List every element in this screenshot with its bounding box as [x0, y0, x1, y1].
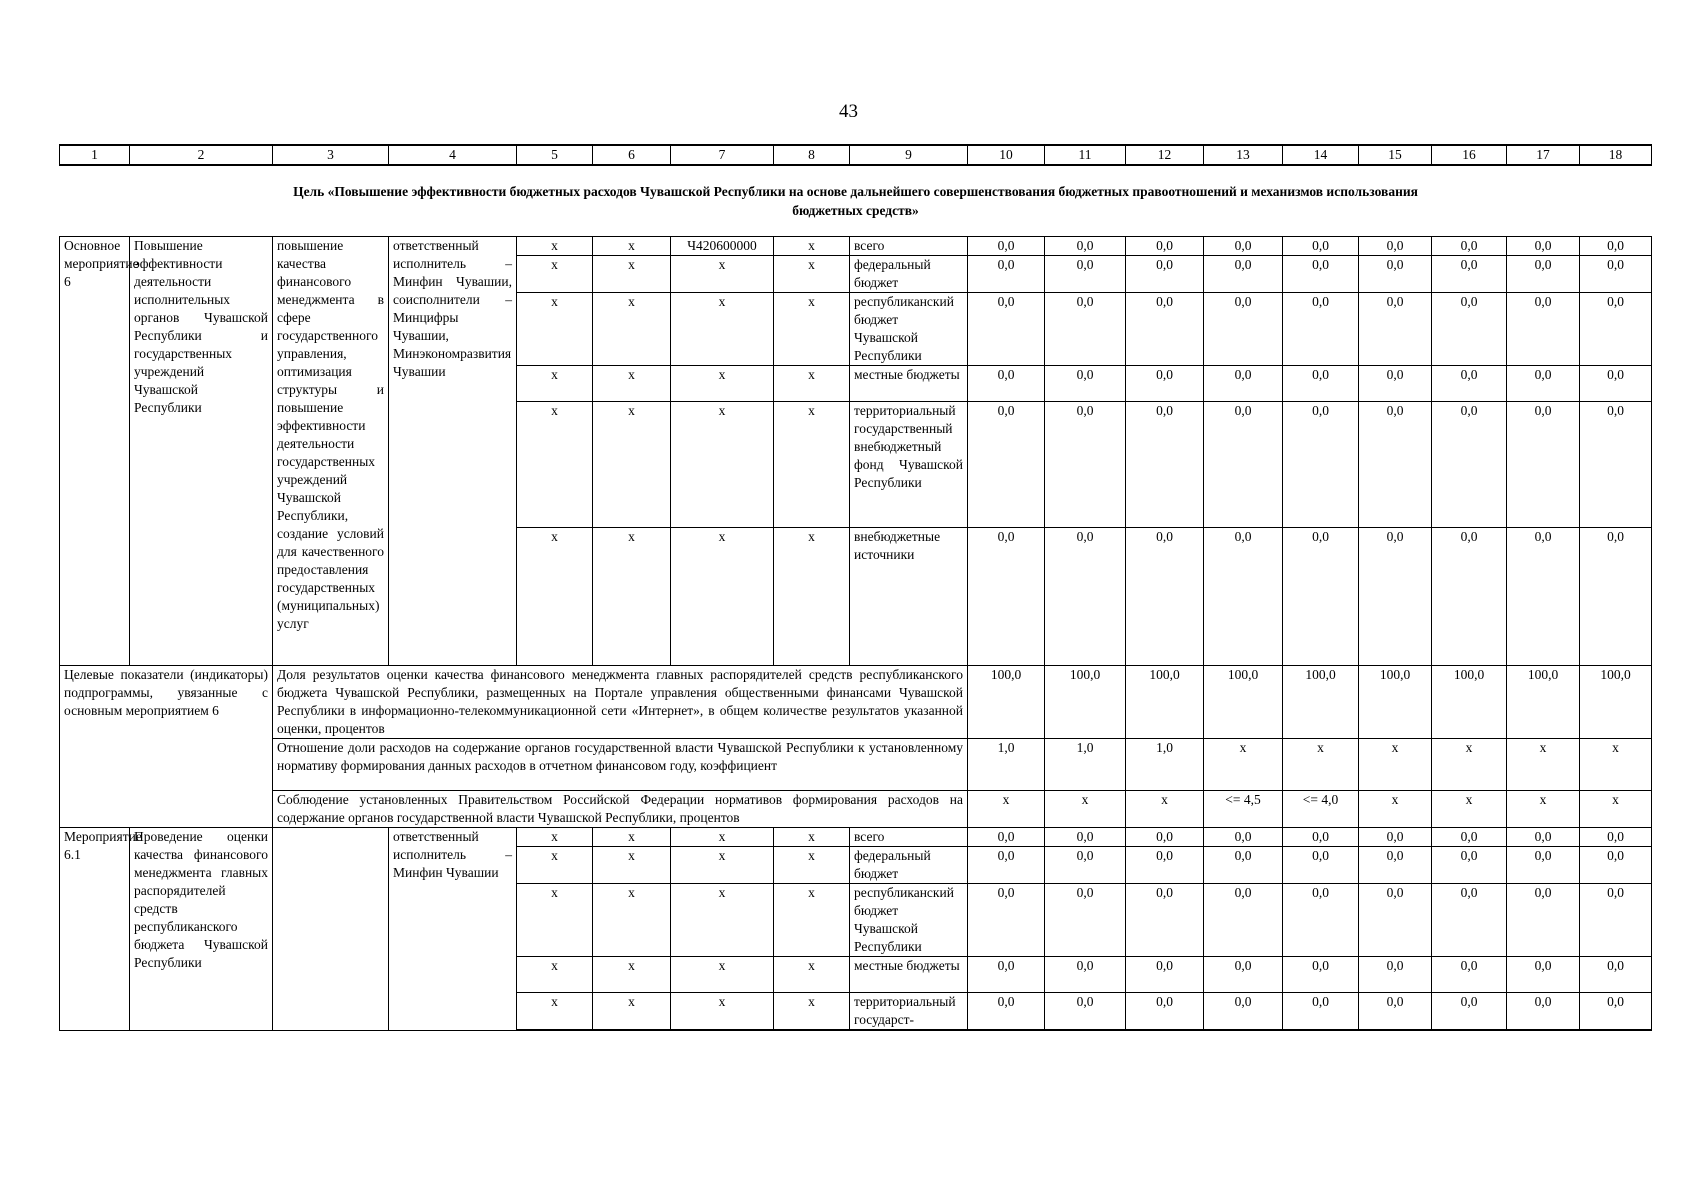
- indicator-text: Соблюдение установленных Правительством Российской Федерации нормативов формирования расходов на содержание органов государственной власти Чувашской Республики, процентов: [273, 791, 968, 828]
- funding-source: местные бюджеты: [850, 957, 968, 993]
- code-cell: x: [517, 847, 593, 884]
- value-cell: 0,0: [1580, 993, 1652, 1031]
- value-cell: 0,0: [1432, 993, 1507, 1031]
- value-cell: 0,0: [1204, 993, 1283, 1031]
- value-cell: 0,0: [1126, 847, 1204, 884]
- value-cell: 0,0: [1507, 828, 1580, 847]
- value-cell: 0,0: [1126, 402, 1204, 528]
- code-cell: x: [593, 993, 671, 1031]
- value-cell: 0,0: [1045, 847, 1126, 884]
- value-cell: 0,0: [1045, 528, 1126, 666]
- value-cell: 0,0: [1580, 847, 1652, 884]
- funding-source: республиканский бюджет Чувашской Республики: [850, 293, 968, 366]
- event-name: Повышение эффективности деятельности исполнительных органов Чувашской Республики и государственных учреждений Чувашской Республики: [130, 237, 273, 666]
- event-number: Мероприятие 6.1: [60, 828, 130, 1031]
- funding-source: всего: [850, 828, 968, 847]
- value-cell: 100,0: [1580, 666, 1652, 739]
- indicator-text: Доля результатов оценки качества финансового менеджмента главных распорядителей средств республиканского бюджета Чувашской Республики, размещенных на Портале управления общественными финансами Чувашской Республики в информационно-телекоммуникационной сети «Интернет», в общем количестве результатов указанной оценки, процентов: [273, 666, 968, 739]
- value-cell: 0,0: [1507, 256, 1580, 293]
- value-cell: x: [1432, 739, 1507, 791]
- code-cell: x: [593, 293, 671, 366]
- code-cell: x: [517, 237, 593, 256]
- column-number: 3: [273, 145, 389, 165]
- value-cell: 0,0: [1580, 256, 1652, 293]
- value-cell: 0,0: [1283, 884, 1359, 957]
- value-cell: 0,0: [1359, 847, 1432, 884]
- value-cell: 0,0: [1580, 528, 1652, 666]
- code-cell: x: [593, 256, 671, 293]
- code-cell: x: [517, 993, 593, 1031]
- value-cell: 0,0: [1126, 993, 1204, 1031]
- value-cell: 0,0: [1432, 256, 1507, 293]
- code-cell: x: [593, 957, 671, 993]
- code-cell: x: [671, 993, 774, 1031]
- code-cell: x: [517, 366, 593, 402]
- funding-source: всего: [850, 237, 968, 256]
- code-cell: x: [671, 256, 774, 293]
- value-cell: 0,0: [1507, 993, 1580, 1031]
- funding-source: федеральный бюджет: [850, 256, 968, 293]
- value-cell: 0,0: [1432, 884, 1507, 957]
- value-cell: 0,0: [1283, 847, 1359, 884]
- value-cell: 0,0: [1359, 528, 1432, 666]
- value-cell: 100,0: [1283, 666, 1359, 739]
- value-cell: 0,0: [1045, 366, 1126, 402]
- code-cell: x: [671, 366, 774, 402]
- value-cell: 100,0: [1204, 666, 1283, 739]
- value-cell: x: [1045, 791, 1126, 828]
- event-goal: [273, 828, 389, 1031]
- indicator-row: [60, 791, 1652, 828]
- value-cell: 100,0: [1359, 666, 1432, 739]
- code-cell: x: [593, 366, 671, 402]
- funding-source: территориальный государст-: [850, 993, 968, 1031]
- value-cell: 0,0: [1283, 528, 1359, 666]
- value-cell: 0,0: [1507, 847, 1580, 884]
- value-cell: 0,0: [1580, 293, 1652, 366]
- value-cell: 100,0: [1045, 666, 1126, 739]
- value-cell: 0,0: [1204, 366, 1283, 402]
- value-cell: 0,0: [1204, 957, 1283, 993]
- column-number: 7: [671, 145, 774, 165]
- value-cell: 0,0: [1359, 293, 1432, 366]
- code-cell: x: [671, 847, 774, 884]
- value-cell: x: [1432, 791, 1507, 828]
- value-cell: 0,0: [968, 293, 1045, 366]
- column-number: 5: [517, 145, 593, 165]
- code-cell: x: [774, 847, 850, 884]
- value-cell: 0,0: [1507, 528, 1580, 666]
- value-cell: 0,0: [1204, 402, 1283, 528]
- value-cell: 0,0: [1283, 993, 1359, 1031]
- value-cell: 0,0: [1283, 402, 1359, 528]
- code-cell: x: [774, 884, 850, 957]
- code-cell: x: [517, 884, 593, 957]
- value-cell: x: [1507, 739, 1580, 791]
- value-cell: x: [1204, 739, 1283, 791]
- column-number: 4: [389, 145, 517, 165]
- code-cell: x: [517, 256, 593, 293]
- value-cell: 0,0: [1204, 237, 1283, 256]
- value-cell: 0,0: [1359, 402, 1432, 528]
- code-cell: x: [593, 528, 671, 666]
- value-cell: 0,0: [1126, 237, 1204, 256]
- value-cell: 0,0: [1204, 884, 1283, 957]
- funding-source: федеральный бюджет: [850, 847, 968, 884]
- value-cell: 0,0: [1045, 828, 1126, 847]
- value-cell: 0,0: [1045, 957, 1126, 993]
- indicator-row: [60, 666, 1652, 739]
- event-number: Основное мероприятие 6: [60, 237, 130, 666]
- code-cell: x: [671, 293, 774, 366]
- value-cell: 0,0: [1432, 957, 1507, 993]
- value-cell: 0,0: [968, 884, 1045, 957]
- value-cell: 0,0: [1126, 828, 1204, 847]
- value-cell: 0,0: [968, 402, 1045, 528]
- value-cell: x: [1126, 791, 1204, 828]
- value-cell: <= 4,5: [1204, 791, 1283, 828]
- indicators-label: Целевые показатели (индикаторы) подпрограммы, увязанные с основным мероприятием 6: [60, 666, 273, 828]
- column-number: 12: [1126, 145, 1204, 165]
- value-cell: 0,0: [1359, 957, 1432, 993]
- event-executor: ответственный исполнитель – Минфин Чувашии, соисполнители – Минцифры Чувашии, Минэкономразвития Чувашии: [389, 237, 517, 666]
- value-cell: 0,0: [1283, 237, 1359, 256]
- value-cell: 0,0: [1204, 293, 1283, 366]
- value-cell: 0,0: [1045, 402, 1126, 528]
- code-cell: x: [671, 884, 774, 957]
- column-number: 1: [60, 145, 130, 165]
- value-cell: 0,0: [1126, 884, 1204, 957]
- code-cell: x: [593, 847, 671, 884]
- value-cell: 0,0: [1432, 293, 1507, 366]
- code-cell: x: [774, 237, 850, 256]
- value-cell: 100,0: [1126, 666, 1204, 739]
- code-cell: x: [774, 957, 850, 993]
- value-cell: 0,0: [1204, 828, 1283, 847]
- value-cell: 0,0: [1045, 293, 1126, 366]
- value-cell: 0,0: [1507, 402, 1580, 528]
- value-cell: 0,0: [1359, 828, 1432, 847]
- page-number: 43: [839, 101, 858, 122]
- value-cell: 0,0: [1359, 237, 1432, 256]
- code-cell: x: [593, 237, 671, 256]
- column-number: 9: [850, 145, 968, 165]
- code-cell: x: [671, 528, 774, 666]
- value-cell: 1,0: [1126, 739, 1204, 791]
- value-cell: 0,0: [1580, 402, 1652, 528]
- value-cell: 0,0: [968, 847, 1045, 884]
- value-cell: 0,0: [1126, 957, 1204, 993]
- value-cell: 0,0: [1126, 366, 1204, 402]
- value-cell: 0,0: [968, 993, 1045, 1031]
- value-cell: 0,0: [1045, 256, 1126, 293]
- value-cell: 100,0: [1432, 666, 1507, 739]
- value-cell: 0,0: [1507, 293, 1580, 366]
- value-cell: 0,0: [1359, 256, 1432, 293]
- value-cell: 0,0: [1126, 256, 1204, 293]
- value-cell: 0,0: [1507, 237, 1580, 256]
- value-cell: 0,0: [1045, 993, 1126, 1031]
- value-cell: x: [1359, 791, 1432, 828]
- column-number: 14: [1283, 145, 1359, 165]
- code-cell: x: [774, 366, 850, 402]
- funding-source: местные бюджеты: [850, 366, 968, 402]
- value-cell: 0,0: [1283, 828, 1359, 847]
- value-cell: 0,0: [1126, 293, 1204, 366]
- value-cell: <= 4,0: [1283, 791, 1359, 828]
- funding-source: территориальный государственный внебюджетный фонд Чувашской Республики: [850, 402, 968, 528]
- event-name: Проведение оценки качества финансового менеджмента главных распорядителей средств республиканского бюджета Чувашской Республики: [130, 828, 273, 1031]
- code-cell: x: [593, 884, 671, 957]
- value-cell: 0,0: [1432, 847, 1507, 884]
- column-number: 13: [1204, 145, 1283, 165]
- value-cell: 0,0: [1283, 957, 1359, 993]
- value-cell: 0,0: [1204, 528, 1283, 666]
- table-row: [60, 828, 1652, 847]
- code-cell: x: [593, 828, 671, 847]
- value-cell: 0,0: [1432, 528, 1507, 666]
- value-cell: 0,0: [1283, 293, 1359, 366]
- value-cell: 0,0: [968, 957, 1045, 993]
- code-cell: x: [517, 293, 593, 366]
- column-number: 18: [1580, 145, 1652, 165]
- code-cell: x: [517, 957, 593, 993]
- value-cell: 0,0: [1126, 528, 1204, 666]
- value-cell: 0,0: [1283, 256, 1359, 293]
- value-cell: x: [968, 791, 1045, 828]
- value-cell: 0,0: [968, 237, 1045, 256]
- column-number: 15: [1359, 145, 1432, 165]
- value-cell: 1,0: [1045, 739, 1126, 791]
- goal-heading: Цель «Повышение эффективности бюджетных расходов Чувашской Республики на основе дальнейшего совершенствования бюджетных правоотношений и механизмов использования бюджетных средств»: [293, 184, 1418, 218]
- value-cell: 0,0: [1432, 366, 1507, 402]
- indicator-row: [60, 739, 1652, 791]
- code-cell: x: [517, 402, 593, 528]
- value-cell: 0,0: [1204, 256, 1283, 293]
- event-executor: ответственный исполнитель – Минфин Чувашии: [389, 828, 517, 1031]
- value-cell: x: [1283, 739, 1359, 791]
- code-cell: x: [774, 256, 850, 293]
- value-cell: 0,0: [968, 528, 1045, 666]
- code-cell: x: [774, 993, 850, 1031]
- value-cell: 0,0: [968, 256, 1045, 293]
- funding-source: республиканский бюджет Чувашской Республики: [850, 884, 968, 957]
- value-cell: 0,0: [1580, 828, 1652, 847]
- code-cell: x: [774, 828, 850, 847]
- column-number: 8: [774, 145, 850, 165]
- value-cell: 0,0: [1432, 237, 1507, 256]
- value-cell: 0,0: [1580, 957, 1652, 993]
- value-cell: 0,0: [1204, 847, 1283, 884]
- code-cell: x: [517, 828, 593, 847]
- column-number-row: [60, 145, 1652, 165]
- value-cell: 0,0: [1507, 884, 1580, 957]
- value-cell: 0,0: [1507, 957, 1580, 993]
- value-cell: x: [1580, 791, 1652, 828]
- column-number: 16: [1432, 145, 1507, 165]
- value-cell: 0,0: [1359, 993, 1432, 1031]
- value-cell: 1,0: [968, 739, 1045, 791]
- value-cell: x: [1580, 739, 1652, 791]
- value-cell: 0,0: [1432, 828, 1507, 847]
- code-cell: x: [671, 957, 774, 993]
- code-cell: Ч420600000: [671, 237, 774, 256]
- value-cell: 0,0: [1580, 237, 1652, 256]
- value-cell: 100,0: [1507, 666, 1580, 739]
- indicator-text: Отношение доли расходов на содержание органов государственной власти Чувашской Республики к установленному нормативу формирования данных расходов в отчетном финансовом году, коэффициент: [273, 739, 968, 791]
- code-cell: x: [671, 828, 774, 847]
- value-cell: 0,0: [968, 366, 1045, 402]
- value-cell: 100,0: [968, 666, 1045, 739]
- value-cell: 0,0: [1580, 366, 1652, 402]
- code-cell: x: [593, 402, 671, 528]
- column-number: 10: [968, 145, 1045, 165]
- budget-table: [59, 144, 1652, 1031]
- column-number: 6: [593, 145, 671, 165]
- value-cell: 0,0: [1359, 884, 1432, 957]
- value-cell: 0,0: [1359, 366, 1432, 402]
- value-cell: x: [1507, 791, 1580, 828]
- code-cell: x: [774, 293, 850, 366]
- value-cell: 0,0: [1045, 237, 1126, 256]
- event-goal: повышение качества финансового менеджмента в сфере государственного управления, оптимизация структуры и повышение эффективности деятельности государственных учреждений Чувашской Республики, создание условий для качественного предоставления государственных (муниципальных) услуг: [273, 237, 389, 666]
- value-cell: x: [1359, 739, 1432, 791]
- value-cell: 0,0: [1283, 366, 1359, 402]
- column-number: 17: [1507, 145, 1580, 165]
- column-number: 2: [130, 145, 273, 165]
- value-cell: 0,0: [1432, 402, 1507, 528]
- code-cell: x: [517, 528, 593, 666]
- table-row: [60, 237, 1652, 256]
- column-number: 11: [1045, 145, 1126, 165]
- code-cell: x: [774, 402, 850, 528]
- value-cell: 0,0: [1507, 366, 1580, 402]
- code-cell: x: [671, 402, 774, 528]
- funding-source: внебюджетные источники: [850, 528, 968, 666]
- value-cell: 0,0: [968, 828, 1045, 847]
- value-cell: 0,0: [1045, 884, 1126, 957]
- code-cell: x: [774, 528, 850, 666]
- goal-row: [60, 165, 1652, 237]
- value-cell: 0,0: [1580, 884, 1652, 957]
